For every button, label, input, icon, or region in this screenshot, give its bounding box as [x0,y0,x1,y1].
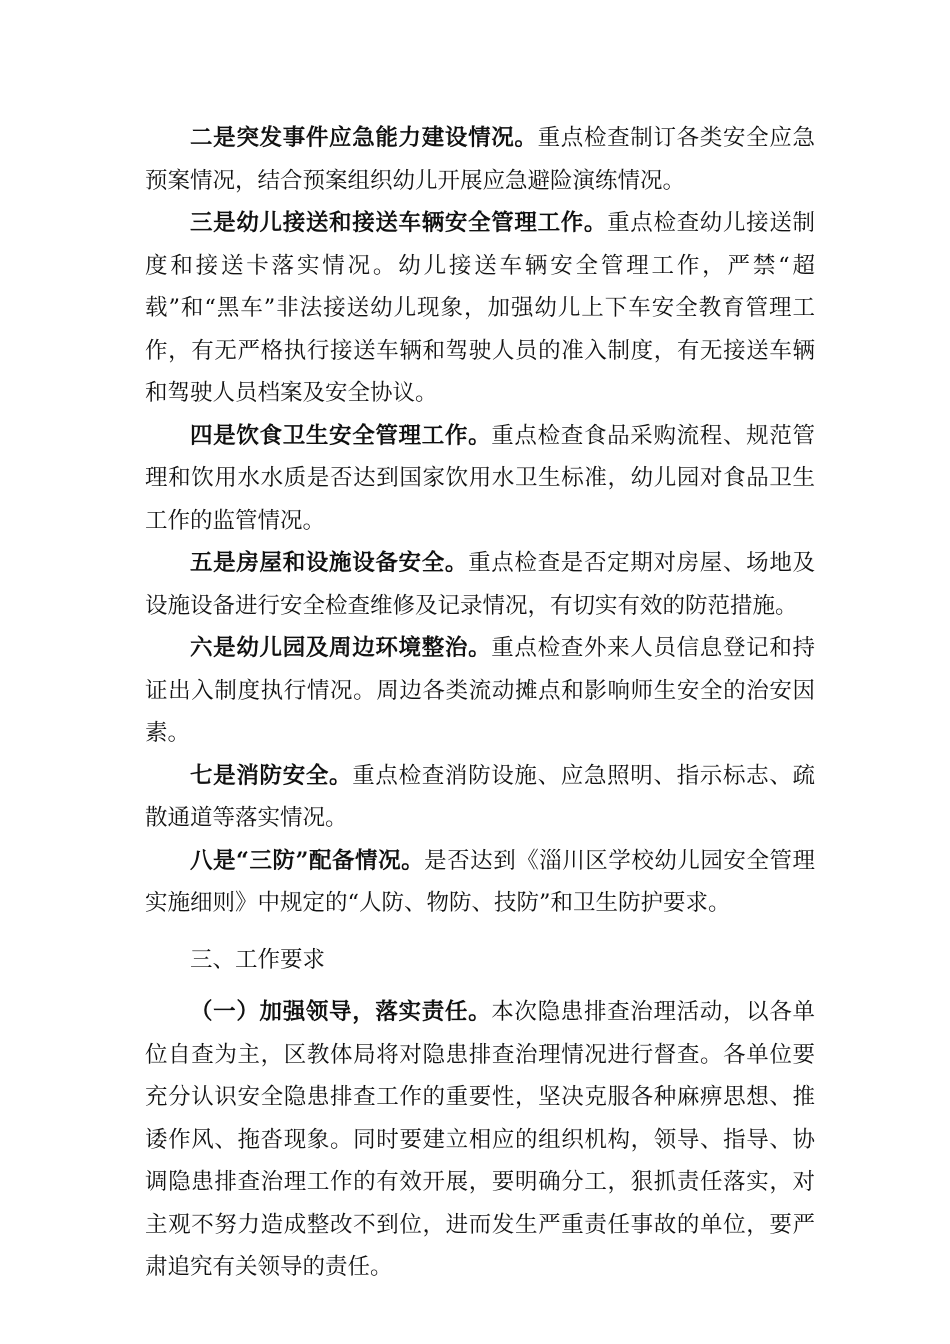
paragraph-body: 本次隐患排查治理活动，以各单位自查为主，区教体局将对隐患排查治理情况进行督查。各单位要充分认识安全隐患排查工作的重要性，坚决克服各种麻痹思想、推诿作风、拖沓现象。同时要建立相应的组织机构，领导、指导、协调隐患排查治理工作的有效开展，要明确分工，狠抓责任落实，对主观不努力造成整改不到位，进而发生严重责任事故的单位，要严肃追究有关领导的责任。 [145,999,815,1280]
paragraph-body: 重点检查消防设施、应急照明、指示标志、疏散通道等落实情况。 [145,762,815,831]
paragraph-lead: （一）加强领导，落实责任。 [190,999,492,1025]
paragraph-body: 重点检查制订各类安全应急预案情况，结合预案组织幼儿开展应急避险演练情况。 [145,125,815,194]
paragraph-body: 重点检查幼儿接送制度和接送卡落实情况。幼儿接送车辆安全管理工作，严禁“超载”和“黑车”非法接送幼儿现象，加强幼儿上下车安全教育管理工作，有无严格执行接送车辆和驾驶人员的准入制度，有无接送车辆和驾驶人员档案及安全协议。 [145,210,815,406]
paragraph-body: 重点检查食品采购流程、规范管理和饮用水水质是否达到国家饮用水卫生标准，幼儿园对食品卫生工作的监管情况。 [145,422,815,534]
section-heading: 三、工作要求 [190,946,326,973]
paragraph-fire-safety [145,755,815,840]
paragraph-buildings-facilities [145,542,815,627]
paragraph-lead: 二是突发事件应急能力建设情况。 [190,125,538,151]
paragraph-lead: 四是饮食卫生安全管理工作。 [190,422,492,449]
paragraph-lead: 八是“三防”配备情况。 [190,847,425,874]
paragraph-food-hygiene [145,415,815,543]
paragraph-body: 是否达到《淄川区学校幼儿园安全管理实施细则》中规定的“人防、物防、技防”和卫生防护要求。 [145,847,815,916]
paragraph-three-defenses [145,840,815,925]
paragraph-lead: 六是幼儿园及周边环境整治。 [190,635,492,661]
paragraph-emergency-capability [145,117,815,202]
paragraph-body: 重点检查外来人员信息登记和持证出入制度执行情况。周边各类流动摊点和影响师生安全的治安因素。 [145,635,815,746]
paragraph-body: 重点检查是否定期对房屋、场地及设施设备进行安全检查维修及记录情况，有切实有效的防范措施。 [145,550,815,619]
paragraph-leadership-responsibility [145,991,815,1289]
paragraph-lead: 三是幼儿接送和接送车辆安全管理工作。 [190,210,608,236]
paragraph-surroundings [145,627,815,755]
paragraph-pickup-vehicles [145,202,815,415]
paragraph-lead: 五是房屋和设施设备安全。 [190,550,469,576]
paragraph-lead: 七是消防安全。 [190,762,353,789]
document-body [145,117,815,1289]
